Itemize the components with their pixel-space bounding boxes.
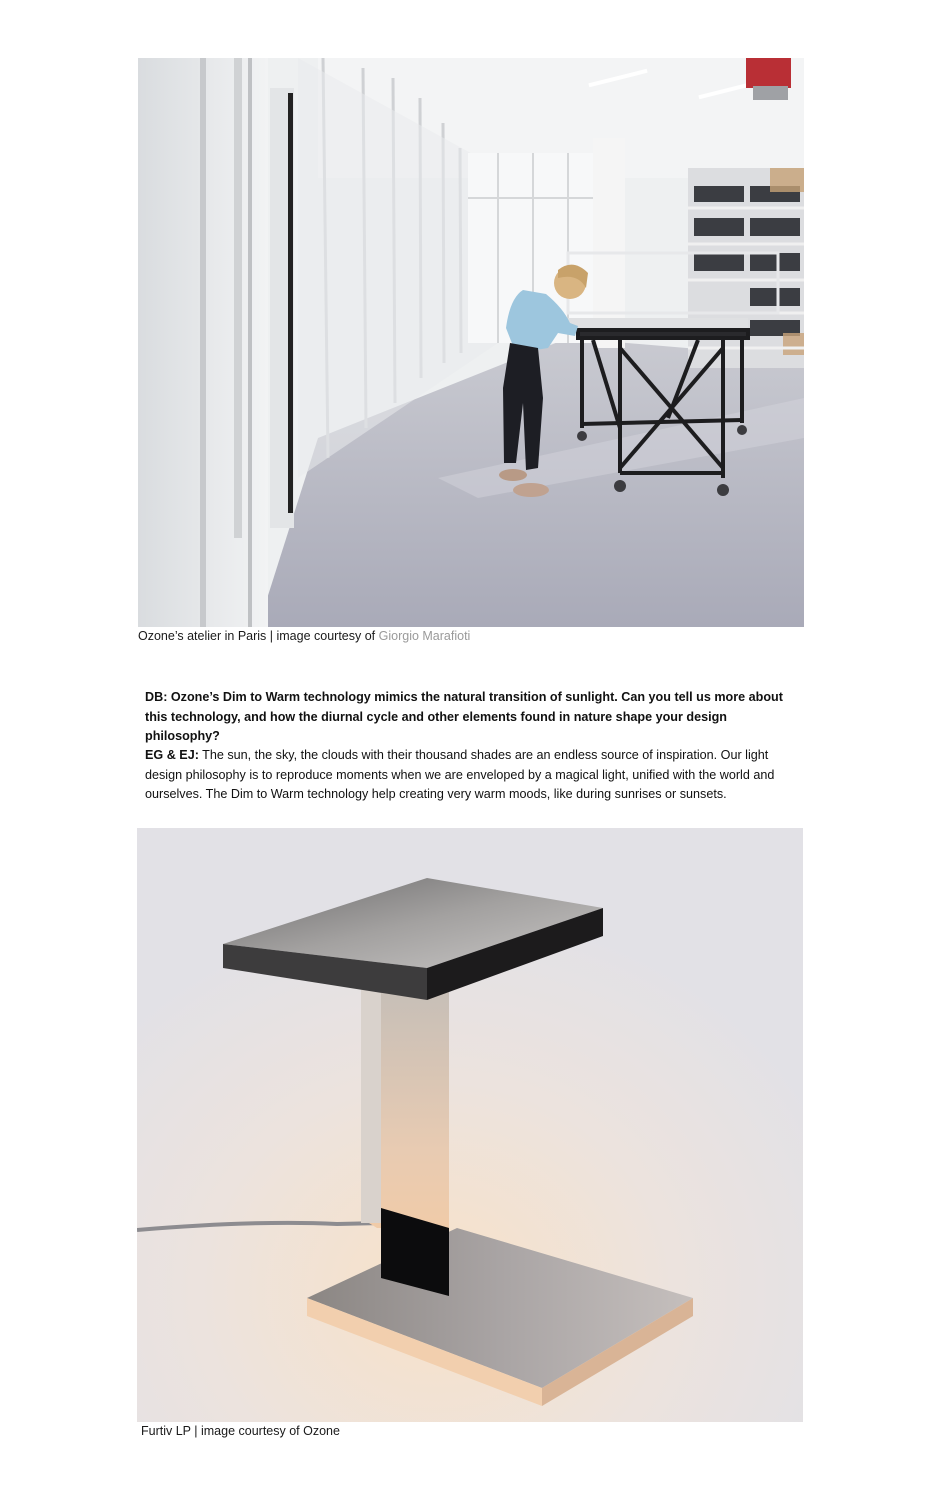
question-text: DB: Ozone’s Dim to Warm technology mimics the natural transition of sunlight. Can you tell us more about this technology, and how the diurnal cycle and other elements found in nature shape your design philosophy?: [145, 690, 783, 743]
furtiv-lamp-graphic: [137, 828, 803, 1422]
furtiv-caption: [141, 1424, 340, 1438]
interview-answer: [145, 746, 795, 805]
atelier-photo-graphic: [138, 58, 804, 627]
furtiv-caption-text: Furtiv LP | image courtesy of Ozone: [141, 1424, 340, 1438]
atelier-caption: [138, 629, 470, 643]
furtiv-photo: [137, 828, 803, 1422]
answer-speaker: EG & EJ:: [145, 748, 199, 762]
photo-credit-link[interactable]: Giorgio Marafioti: [378, 629, 471, 643]
answer-paragraph: [145, 746, 795, 805]
atelier-caption-text: Ozone’s atelier in Paris | image courtesy of: [138, 629, 379, 643]
answer-text: The sun, the sky, the clouds with their thousand shades are an endless source of inspiration. Our light design philosophy is to reproduce moments when we are enveloped by a magical light, unified with the world and ourselves. The Dim to Warm technology help creating very warm moods, like during sunrises or sunsets.: [145, 748, 775, 801]
atelier-photo: [138, 58, 804, 627]
interview-question: [145, 688, 795, 747]
